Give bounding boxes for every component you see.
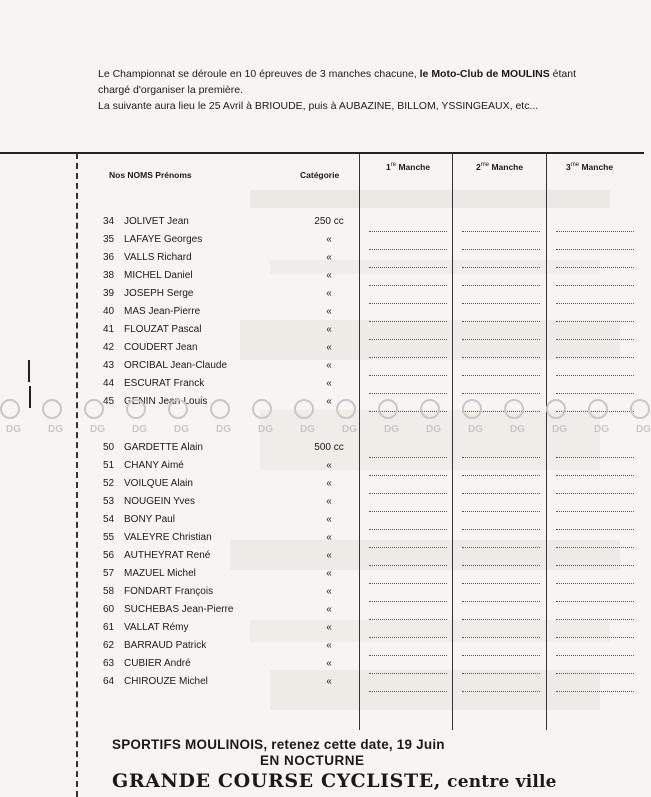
- manche-1-result-slot: [369, 673, 447, 674]
- header-manche-3-sup: me: [570, 162, 580, 169]
- table-row: [0, 514, 644, 532]
- watermark-text: DG: [552, 424, 567, 435]
- entrant-number: 55: [103, 532, 115, 543]
- entrant-name: CHANY Aimé: [124, 460, 184, 471]
- manche-1-result-slot: [369, 357, 447, 358]
- header-manche-3-num: 3: [566, 162, 571, 172]
- manche-2-result-slot: [462, 619, 540, 620]
- intro-line-1-end: étant: [549, 68, 576, 80]
- header-manche-1-sup: re: [390, 162, 397, 169]
- watermark-band: [0, 398, 651, 440]
- manche-1-result-slot: [369, 493, 447, 494]
- entrant-number: 45: [103, 396, 115, 407]
- watermark-text: DG: [300, 424, 315, 435]
- watermark-text: DG: [510, 424, 525, 435]
- manche-1-result-slot: [369, 619, 447, 620]
- entrant-name: AUTHEYRAT René: [124, 550, 211, 561]
- manche-3-result-slot: [556, 493, 634, 494]
- manche-1-result-slot: [369, 511, 447, 512]
- entrant-number: 42: [103, 342, 115, 353]
- watermark-circle: [337, 400, 355, 418]
- entrant-name: FONDART François: [124, 586, 214, 597]
- header-manche-1-label: Manche: [398, 162, 431, 172]
- entrant-number: 63: [103, 658, 115, 669]
- manche-1-result-slot: [369, 285, 447, 286]
- watermark-circle: [631, 400, 649, 418]
- manche-2-result-slot: [462, 285, 540, 286]
- entrant-number: 51: [103, 460, 115, 471]
- manche-3-result-slot: [556, 321, 634, 322]
- manche-2-result-slot: [462, 375, 540, 376]
- entrant-category: «: [326, 324, 332, 335]
- manche-2-result-slot: [462, 357, 540, 358]
- entrant-number: 57: [103, 568, 115, 579]
- watermark-text: DG: [90, 424, 105, 435]
- manche-3-result-slot: [556, 655, 634, 656]
- manche-3-result-slot: [556, 231, 634, 232]
- entrant-category: «: [326, 550, 332, 561]
- entrant-name: VALEYRE Christian: [124, 532, 212, 543]
- watermark-text: DG: [636, 424, 651, 435]
- entrant-name: BARRAUD Patrick: [124, 640, 207, 651]
- entrant-number: 40: [103, 306, 115, 317]
- manche-1-result-slot: [369, 321, 447, 322]
- entrant-category: «: [326, 460, 332, 471]
- watermark-text: DG: [384, 424, 399, 435]
- entrant-category: «: [326, 604, 332, 615]
- manche-3-result-slot: [556, 375, 634, 376]
- entrant-name: CUBIER André: [124, 658, 191, 669]
- entrant-number: 36: [103, 252, 115, 263]
- entrant-name: NOUGEIN Yves: [124, 496, 195, 507]
- table-row: [0, 676, 644, 694]
- watermark-circle: [1, 400, 19, 418]
- header-manche-2-label: Manche: [491, 162, 524, 172]
- watermark-circle: [421, 400, 439, 418]
- watermark-text: DG: [594, 424, 609, 435]
- entrant-category: «: [326, 288, 332, 299]
- header-manche-3: [566, 162, 613, 172]
- entrant-category: «: [326, 396, 332, 407]
- table-row: [0, 324, 644, 342]
- footer-announcement-line-1: SPORTIFS MOULINOIS, retenez cette date, 19 Juin: [112, 737, 445, 752]
- watermark-circle: [43, 400, 61, 418]
- manche-2-result-slot: [462, 267, 540, 268]
- manche-2-result-slot: [462, 475, 540, 476]
- header-manche-1: [386, 162, 430, 172]
- entrant-category: «: [326, 514, 332, 525]
- table-row: [0, 496, 644, 514]
- table-row: [0, 234, 644, 252]
- watermark-text: DG: [48, 424, 63, 435]
- manche-3-result-slot: [556, 601, 634, 602]
- watermark-text: DG: [6, 424, 21, 435]
- intro-line-2: chargé d'organiser la première.: [98, 84, 243, 96]
- manche-1-result-slot: [369, 475, 447, 476]
- manche-1-result-slot: [369, 303, 447, 304]
- entrant-number: 56: [103, 550, 115, 561]
- manche-1-result-slot: [369, 583, 447, 584]
- table-row: [0, 658, 644, 676]
- footer-announcement-line-2: EN NOCTURNE: [260, 753, 365, 768]
- manche-2-result-slot: [462, 529, 540, 530]
- header-manche-2-num: 2: [476, 162, 481, 172]
- manche-2-result-slot: [462, 457, 540, 458]
- entrant-category: «: [326, 478, 332, 489]
- header-manche-2: [476, 162, 523, 172]
- watermark-text-row: [0, 424, 651, 438]
- entrant-category: «: [326, 658, 332, 669]
- entrant-name: ESCURAT Franck: [124, 378, 205, 389]
- entrant-name: MAS Jean-Pierre: [124, 306, 201, 317]
- manche-1-result-slot: [369, 249, 447, 250]
- watermark-circle: [85, 400, 103, 418]
- manche-2-result-slot: [462, 493, 540, 494]
- table-row: [0, 568, 644, 586]
- entrant-name: JOSEPH Serge: [124, 288, 194, 299]
- manche-1-result-slot: [369, 529, 447, 530]
- manche-2-result-slot: [462, 321, 540, 322]
- table-row: [0, 306, 644, 324]
- table-row: [0, 270, 644, 288]
- table-row: [0, 252, 644, 270]
- entrant-category: «: [326, 532, 332, 543]
- entrant-number: 44: [103, 378, 115, 389]
- entrant-number: 61: [103, 622, 115, 633]
- manche-1-result-slot: [369, 393, 447, 394]
- entrant-category: «: [326, 378, 332, 389]
- entrant-number: 34: [103, 216, 115, 227]
- entrant-category: «: [326, 496, 332, 507]
- entrant-number: 53: [103, 496, 115, 507]
- manche-3-result-slot: [556, 511, 634, 512]
- manche-1-result-slot: [369, 375, 447, 376]
- intro-text: [98, 66, 618, 114]
- header-nos-noms-prenoms: Nos NOMS Prénoms: [109, 170, 192, 180]
- manche-3-result-slot: [556, 303, 634, 304]
- watermark-circles: [0, 398, 644, 420]
- watermark-circle: [505, 400, 523, 418]
- entrant-number: 58: [103, 586, 115, 597]
- watermark-text: DG: [132, 424, 147, 435]
- entrant-name: CHIROUZE Michel: [124, 676, 208, 687]
- entrant-name: COUDERT Jean: [124, 342, 198, 353]
- manche-3-result-slot: [556, 637, 634, 638]
- manche-1-result-slot: [369, 637, 447, 638]
- manche-3-result-slot: [556, 529, 634, 530]
- entrant-name: MICHEL Daniel: [124, 270, 193, 281]
- table-row: [0, 378, 644, 396]
- manche-2-result-slot: [462, 601, 540, 602]
- entrant-category: 500 cc: [314, 442, 344, 453]
- watermark-circle: [211, 400, 229, 418]
- manche-1-result-slot: [369, 547, 447, 548]
- watermark-text: DG: [426, 424, 441, 435]
- table-row: [0, 216, 644, 234]
- manche-2-result-slot: [462, 511, 540, 512]
- manche-3-result-slot: [556, 393, 634, 394]
- entrant-category: «: [326, 306, 332, 317]
- manche-2-result-slot: [462, 393, 540, 394]
- entrant-category: «: [326, 586, 332, 597]
- manche-2-result-slot: [462, 249, 540, 250]
- manche-2-result-slot: [462, 231, 540, 232]
- entrant-name: MAZUEL Michel: [124, 568, 196, 579]
- entrant-number: 52: [103, 478, 115, 489]
- manche-3-result-slot: [556, 339, 634, 340]
- intro-line-1-text: Le Championnat se déroule en 10 épreuves de 3 manches chacune,: [98, 68, 420, 80]
- manche-1-result-slot: [369, 457, 447, 458]
- watermark-text: DG: [258, 424, 273, 435]
- manche-3-result-slot: [556, 357, 634, 358]
- table-row: [0, 640, 644, 658]
- entrant-name: GARDETTE Alain: [124, 442, 203, 453]
- manche-2-result-slot: [462, 547, 540, 548]
- manche-1-result-slot: [369, 691, 447, 692]
- entrant-number: 41: [103, 324, 115, 335]
- entrant-number: 50: [103, 442, 115, 453]
- watermark-circle: [463, 400, 481, 418]
- manche-2-result-slot: [462, 655, 540, 656]
- manche-3-result-slot: [556, 691, 634, 692]
- watermark-circle: [379, 400, 397, 418]
- entrant-number: 62: [103, 640, 115, 651]
- watermark-text: DG: [174, 424, 189, 435]
- entrant-name: ORCIBAL Jean-Claude: [124, 360, 228, 371]
- header-manche-3-label: Manche: [581, 162, 614, 172]
- entrant-category: «: [326, 270, 332, 281]
- table-row: [0, 342, 644, 360]
- watermark-text: DG: [216, 424, 231, 435]
- watermark-circle: [127, 400, 145, 418]
- entrant-number: 64: [103, 676, 115, 687]
- manche-1-result-slot: [369, 655, 447, 656]
- table-row: [0, 622, 644, 640]
- manche-3-result-slot: [556, 285, 634, 286]
- entrant-number: 39: [103, 288, 115, 299]
- entrant-name: LAFAYE Georges: [124, 234, 203, 245]
- intro-club-name: le Moto-Club de MOULINS: [419, 68, 550, 80]
- table-row: [0, 288, 644, 306]
- manche-3-result-slot: [556, 457, 634, 458]
- entrant-name: JOLIVET Jean: [124, 216, 189, 227]
- entrant-number: 35: [103, 234, 115, 245]
- watermark-text: DG: [468, 424, 483, 435]
- table-row: [0, 360, 644, 378]
- manche-3-result-slot: [556, 583, 634, 584]
- manche-3-result-slot: [556, 547, 634, 548]
- table-row: [0, 604, 644, 622]
- entrant-number: 43: [103, 360, 115, 371]
- table-row: [0, 460, 644, 478]
- watermark-circle: [253, 400, 271, 418]
- entrant-name: VALLAT Rémy: [124, 622, 189, 633]
- manche-2-result-slot: [462, 339, 540, 340]
- manche-3-result-slot: [556, 249, 634, 250]
- watermark-circle: [295, 400, 313, 418]
- manche-3-result-slot: [556, 475, 634, 476]
- entrant-number: 60: [103, 604, 115, 615]
- entrant-name: VALLS Richard: [124, 252, 192, 263]
- table-row: [0, 478, 644, 496]
- entrant-number: 54: [103, 514, 115, 525]
- manche-1-result-slot: [369, 601, 447, 602]
- entrant-category: 250 cc: [314, 216, 344, 227]
- footer-event-location: centre ville: [441, 772, 557, 792]
- entrant-category: «: [326, 360, 332, 371]
- entrant-name: GENIN Jean-Louis: [124, 396, 208, 407]
- watermark-text: DG: [342, 424, 357, 435]
- entrant-category: «: [326, 622, 332, 633]
- entrant-category: «: [326, 568, 332, 579]
- watermark-circle: [589, 400, 607, 418]
- header-manche-2-sup: me: [480, 162, 490, 169]
- intro-line-1: [98, 66, 618, 82]
- table-row: [0, 532, 644, 550]
- watermark-circle: [169, 400, 187, 418]
- entrant-category: «: [326, 252, 332, 263]
- table-top-rule: [0, 152, 644, 154]
- entrant-name: SUCHEBAS Jean-Pierre: [124, 604, 234, 615]
- manche-2-result-slot: [462, 303, 540, 304]
- header-manche-1-num: 1: [386, 162, 391, 172]
- entrant-name: VOILQUE Alain: [124, 478, 193, 489]
- entrant-name: FLOUZAT Pascal: [124, 324, 202, 335]
- manche-3-result-slot: [556, 673, 634, 674]
- manche-2-result-slot: [462, 673, 540, 674]
- table-row: [0, 586, 644, 604]
- intro-line-3: La suivante aura lieu le 25 Avril à BRIOUDE, puis à AUBAZINE, BILLOM, YSSINGEAUX, etc...: [98, 100, 539, 112]
- entrant-category: «: [326, 234, 332, 245]
- manche-3-result-slot: [556, 619, 634, 620]
- entrant-category: «: [326, 640, 332, 651]
- manche-2-result-slot: [462, 637, 540, 638]
- manche-1-result-slot: [369, 339, 447, 340]
- manche-2-result-slot: [462, 565, 540, 566]
- manche-2-result-slot: [462, 583, 540, 584]
- manche-3-result-slot: [556, 267, 634, 268]
- manche-1-result-slot: [369, 231, 447, 232]
- manche-2-result-slot: [462, 691, 540, 692]
- manche-3-result-slot: [556, 565, 634, 566]
- entrant-category: «: [326, 676, 332, 687]
- footer-event-title: GRANDE COURSE CYCLISTE,: [112, 770, 442, 792]
- header-categorie: Catégorie: [300, 170, 340, 180]
- entrant-category: «: [326, 342, 332, 353]
- watermark-circle: [547, 400, 565, 418]
- entrant-number: 38: [103, 270, 115, 281]
- entrant-name: BONY Paul: [124, 514, 175, 525]
- table-row: [0, 442, 644, 460]
- table-row: [0, 550, 644, 568]
- footer-announcement-line-3: [112, 770, 557, 792]
- manche-1-result-slot: [369, 267, 447, 268]
- manche-1-result-slot: [369, 565, 447, 566]
